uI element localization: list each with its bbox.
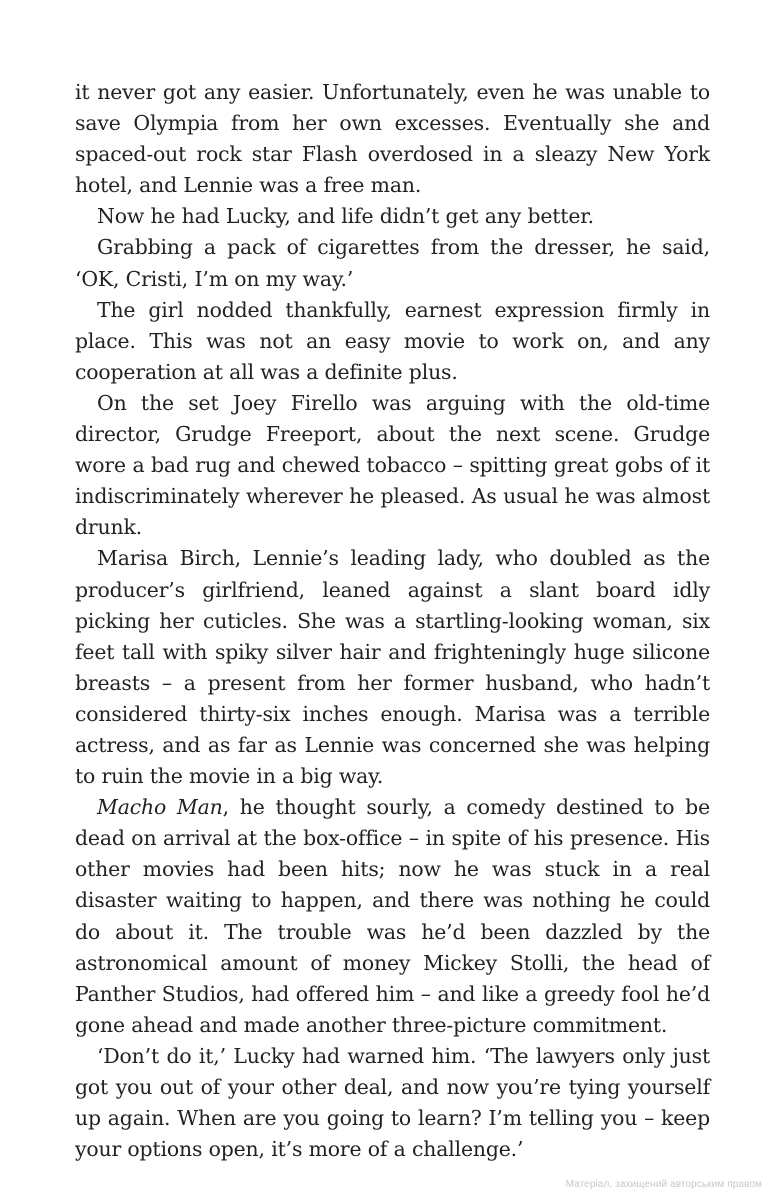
paragraph-1-text: it never got any easier. Unfortunately, even he was unable to save Olympia from her own excesses. Eventually she and spaced-out rock star Flash overdosed in a sleazy New York hotel, and Lennie was a free man. (75, 80, 710, 198)
paragraph-2 (75, 201, 710, 232)
copyright-watermark: Матеріал, захищений авторським правом (565, 1179, 762, 1190)
paragraph-2-text: Now he had Lucky, and life didn’t get any better. (97, 204, 594, 229)
paragraph-6-text: Marisa Birch, Lennie’s leading lady, who doubled as the producer’s girlfriend, leaned against a slant board idly picking her cuticles. She was a startling-looking woman, six feet tall with spiky silver hair and frighteningly huge silicone breasts – a present from her former husband, who hadn’t considered thirty-six inches enough. Marisa was a terrible actress, and as far as Lennie was concerned she was helping to ruin the movie in a big way. (75, 546, 710, 789)
paragraph-6 (75, 543, 710, 792)
paragraph-4 (75, 295, 710, 388)
book-page-text (75, 77, 710, 1165)
paragraph-8 (75, 1041, 710, 1165)
paragraph-3-text: Grabbing a pack of cigarettes from the dresser, he said, ‘OK, Cristi, I’m on my way.’ (75, 235, 710, 291)
paragraph-4-text: The girl nodded thankfully, earnest expression firmly in place. This was not an easy movie to work on, and any cooperation at all was a definite plus. (75, 297, 710, 384)
paragraph-1 (75, 77, 710, 201)
paragraph-3 (75, 232, 710, 294)
paragraph-8-text: ‘Don’t do it,’ Lucky had warned him. ‘The lawyers only just got you out of your other deal, and now you’re tying yourself up again. When are you going to learn? I’m telling you – keep your options open, it’s more of a challenge.’ (75, 1043, 710, 1162)
paragraph-5-text: On the set Joey Firello was arguing with the old-time director, Grudge Freeport, about the next scene. Grudge wore a bad rug and chewed tobacco – spitting great gobs of it indiscriminately wherever he pleased. As usual he was almost drunk. (75, 390, 710, 540)
paragraph-5 (75, 388, 710, 543)
paragraph-7 (75, 792, 710, 1041)
paragraph-7-text: , he thought sourly, a comedy destined to be dead on arrival at the box-office – in spite of his presence. His other movies had been hits; now he was stuck in a real disaster waiting to happen, and there was nothing he could do about it. The trouble was he’d been dazzled by the astronomical amount of money Mickey Stolli, the head of Panther Studios, had offered him – and like a greedy fool he’d gone ahead and made another three-picture commitment. (75, 795, 710, 1037)
paragraph-7-italic-title: Macho Man (97, 795, 223, 820)
